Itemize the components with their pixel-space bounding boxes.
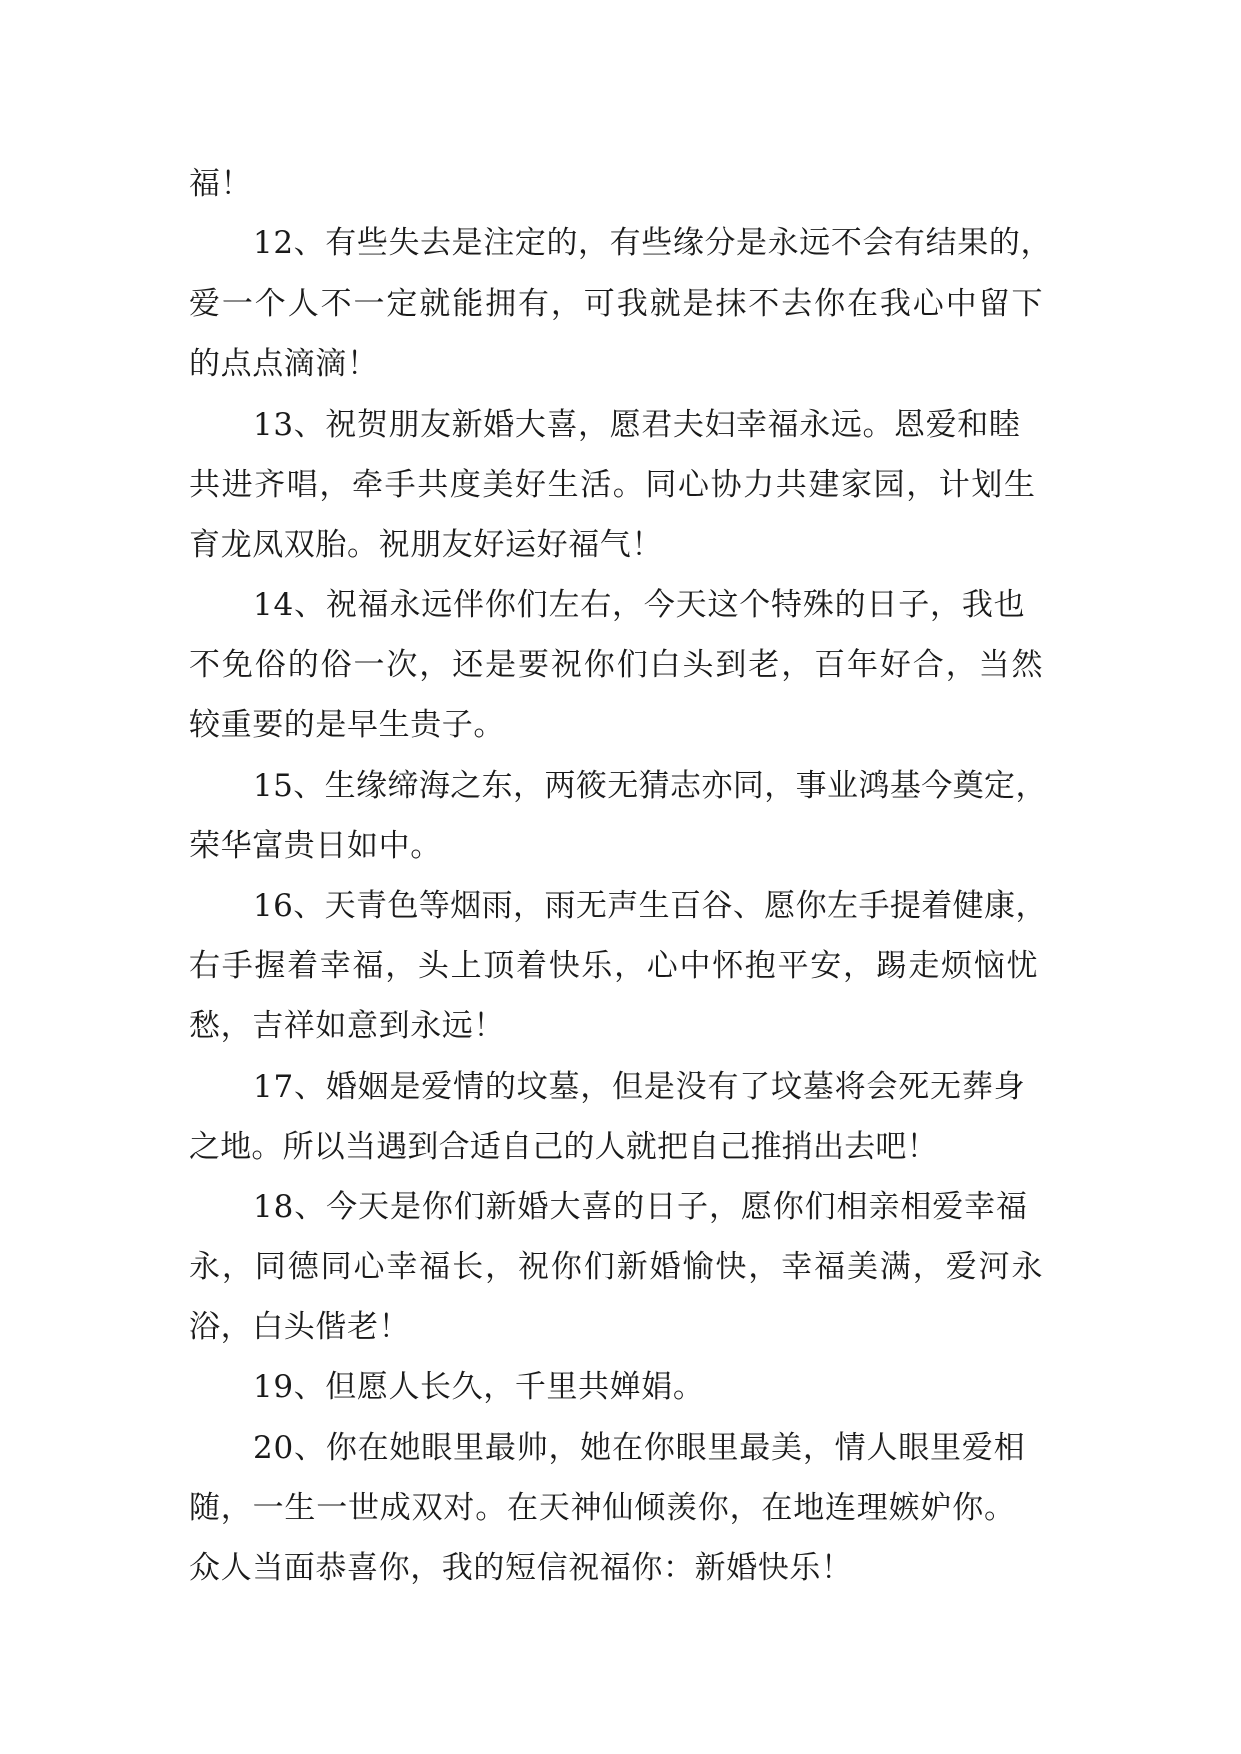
paragraph-18-line-3: 浴，白头偕老！ [189, 1309, 411, 1345]
paragraph-15-line-1: 15、生缘缔海之东，两筱无猜志亦同，事业鸿基今奠定， [253, 768, 1047, 804]
paragraph-16-line-1: 16、天青色等烟雨，雨无声生百谷、愿你左手提着健康， [253, 888, 1047, 924]
paragraph-12-line-2: 爱一个人不一定就能拥有，可我就是抹不去你在我心中留下 [189, 286, 1045, 322]
paragraph-14-line-1: 14、祝福永远伴你们左右，今天这个特殊的日子，我也 [253, 587, 1026, 623]
paragraph-13-line-1: 13、祝贺朋友新婚大喜，愿君夫妇幸福永远。恩爱和睦 [253, 407, 1021, 443]
paragraph-16-line-3: 愁，吉祥如意到永远！ [189, 1008, 505, 1044]
paragraph-15-line-2: 荣华富贵日如中。 [189, 828, 442, 864]
paragraph-17-line-1: 17、婚姻是爱情的坟墓，但是没有了坟墓将会死无葬身 [253, 1069, 1026, 1105]
paragraph-19-line-1: 19、但愿人长久，千里共婵娟。 [253, 1369, 705, 1405]
paragraph-13-line-3: 育龙凤双胎。祝朋友好运好福气！ [189, 527, 663, 563]
paragraph-12-line-1: 12、有些失去是注定的，有些缘分是永远不会有结果的， [253, 225, 1053, 261]
paragraph-13-line-2: 共进齐唱，牵手共度美好生活。同心协力共建家园，计划生 [189, 467, 1037, 503]
paragraph-18-line-2: 永，同德同心幸福长，祝你们新婚愉快，幸福美满，爱河永 [189, 1249, 1045, 1285]
paragraph-16-line-2: 右手握着幸福，头上顶着快乐，心中怀抱平安，踢走烦恼忧 [189, 948, 1040, 984]
paragraph-14-line-3: 较重要的是早生贵子。 [189, 707, 505, 743]
paragraph-18-line-1: 18、今天是你们新婚大喜的日子，愿你们相亲相爱幸福 [253, 1189, 1028, 1225]
text-line-continuation: 福！ [189, 166, 252, 202]
paragraph-20-line-3: 众人当面恭喜你，我的短信祝福你：新婚快乐！ [189, 1550, 853, 1586]
paragraph-14-line-2: 不免俗的俗一次，还是要祝你们白头到老，百年好合，当然 [189, 647, 1045, 683]
paragraph-12-line-3: 的点点滴滴！ [189, 346, 379, 382]
paragraph-17-line-2: 之地。所以当遇到合适自己的人就把自己推捎出去吧！ [189, 1129, 938, 1165]
paragraph-20-line-1: 20、你在她眼里最帅，她在你眼里最美，情人眼里爱相 [253, 1430, 1026, 1466]
paragraph-20-line-2: 随，一生一世成双对。在天神仙倾羡你，在地连理嫉妒你。 [189, 1490, 1016, 1526]
